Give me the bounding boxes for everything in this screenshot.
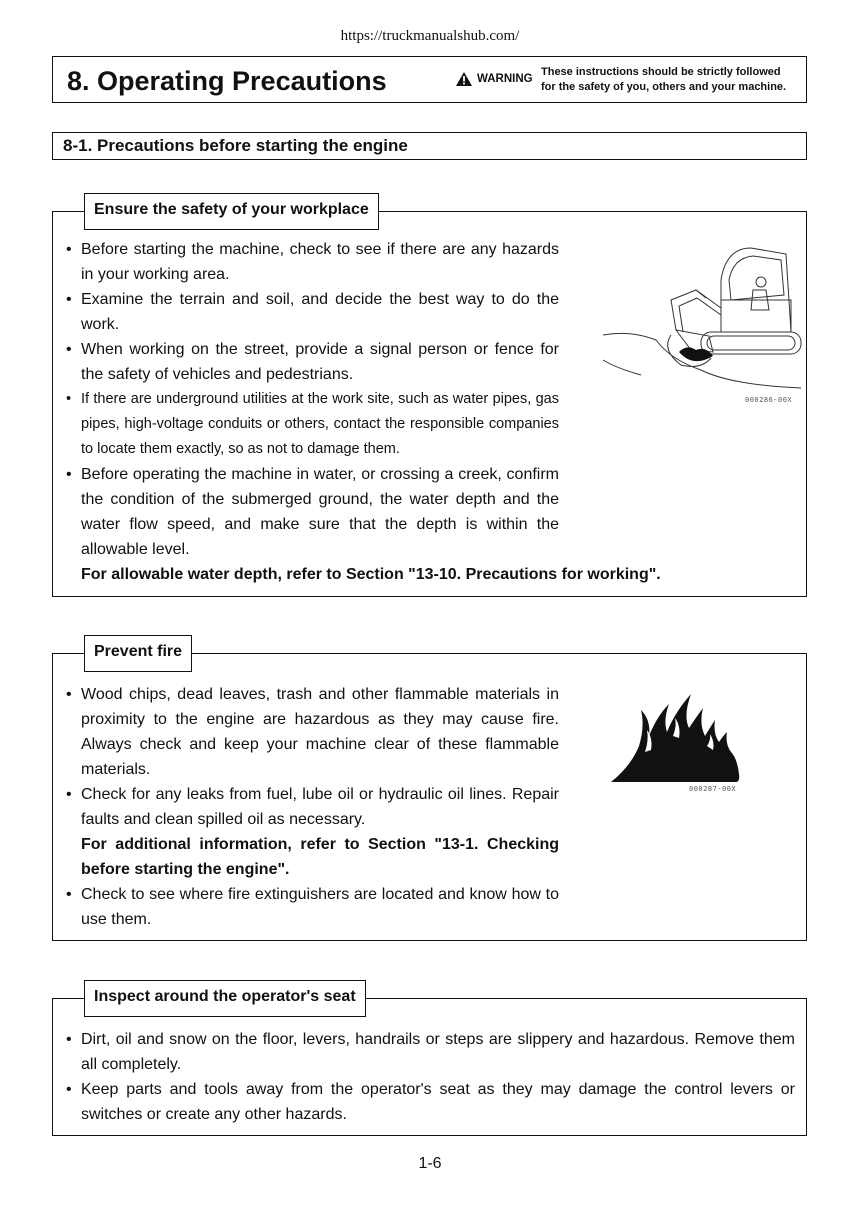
list-item: • Examine the terrain and soil, and decide the best way to do the work. (53, 287, 559, 337)
warning-label: WARNING (477, 73, 533, 85)
fire-note: For additional information, refer to Section "13-1. Checking before starting the engine". (81, 836, 559, 878)
workplace-bullet-list (53, 237, 559, 562)
warning-line-1: These instructions should be strictly followed (541, 66, 781, 78)
fire-bullet-list (53, 682, 559, 932)
figure-code: 000286-00X (745, 396, 793, 404)
list-item: • Keep parts and tools away from the operator's seat as they may damage the control levers or switches or create any other hazards. (53, 1077, 795, 1127)
excavator-icon (601, 240, 811, 400)
panel-tab-fire: Prevent fire (84, 635, 192, 672)
list-item: • Before operating the machine in water, or crossing a creek, confirm the condition of the submerged ground, the water depth and the water flow speed, and make sure that the depth is within the allowable level. (53, 462, 559, 562)
list-item: • If there are underground utilities at the work site, such as water pipes, gas pipes, high-voltage conduits or others, contact the responsible companies to locate them exactly, so as not to damage them. (53, 387, 559, 462)
page-number: 1-6 (418, 1155, 442, 1172)
chapter-header (52, 56, 807, 103)
list-item: • Check for any leaks from fuel, lube oil or hydraulic oil lines. Repair faults and clean spilled oil as necessary. (53, 782, 559, 832)
warning-line-2: for the safety of you, others and your machine. (541, 81, 787, 93)
list-item: • Wood chips, dead leaves, trash and other flammable materials in proximity to the engine are hazardous as they may cause fire. Always check and keep your machine clear of these flammable materials. (53, 682, 559, 782)
section-title: 8-1. Precautions before starting the engine (52, 132, 807, 160)
chapter-title: 8. Operating Precautions (67, 66, 387, 96)
fire-icon (611, 686, 746, 786)
fire-illustration (611, 686, 746, 786)
list-item: • Check to see where fire extinguishers are located and know how to use them. (53, 882, 559, 932)
warning-tag (456, 72, 533, 86)
list-item: • Dirt, oil and snow on the floor, levers, handrails or steps are slippery and hazardous. Remove them all completely. (53, 1027, 795, 1077)
panel-tab-operator-seat: Inspect around the operator's seat (84, 980, 366, 1017)
list-item: • Before starting the machine, check to see if there are any hazards in your working area. (53, 237, 559, 287)
panel-operator-seat (52, 998, 807, 1136)
warning-text (541, 65, 786, 95)
figure-code: 000287-00X (689, 785, 737, 793)
excavator-illustration (601, 240, 811, 400)
panel-prevent-fire (52, 653, 807, 941)
list-item: • When working on the street, provide a signal person or fence for the safety of vehicles and pedestrians. (53, 337, 559, 387)
source-url: https://truckmanualshub.com/ (340, 28, 520, 44)
seat-bullet-list (53, 1027, 795, 1127)
warning-triangle-icon (456, 72, 472, 86)
panel-tab-workplace: Ensure the safety of your workplace (84, 193, 379, 230)
workplace-note: For allowable water depth, refer to Section "13-10. Precautions for working". (81, 566, 661, 583)
panel-workplace-safety (52, 211, 807, 597)
